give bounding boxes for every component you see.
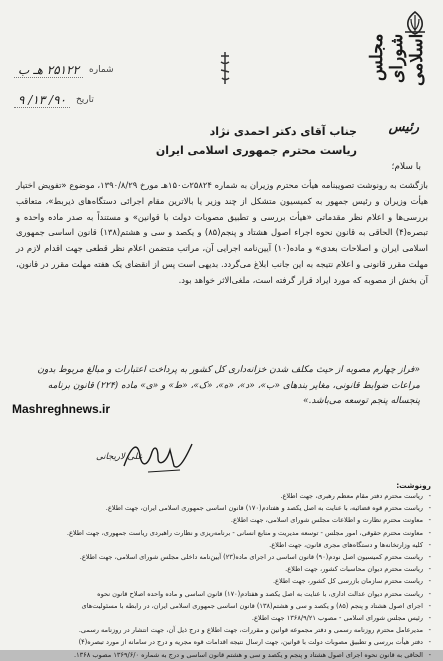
body-paragraph: بازگشت به رونوشت تصویبنامه هیأت محترم وزیران به شماره ۲۵۸۲۴ت۱۵۰هـ مورخ ۱۳۹۰/۸/۲۹، موضوع «تفویض اختیار هیأت وزیران و رئیس جمهور به کمیسیون متشکل از چند وزیر یا بالاترین مقام اجرائی دستگاه‌های ذیربط»، متعاقب بررسی‌ها و اعلام نظر مقدماتی «هیأت بررسی و تطبیق مصوبات دولت با قوانین» و مستنداً به صدر ماده واحده و تبصره(۴) الحاقی به قانون نحوه اجراء اصول هشتاد و پنجم(۸۵) و یکصد و سی و هشتم(۱۳۸) قانون اساسی جمهوری اسلامی ایران و اصلاحات بعدی» و ماده(۱۰) آیین‌نامه اجرایی آن، مراتب متضمن اعلام نظر قطعی جهت اقدام لازم در مهلت مقرر قانونی و اعلام نتیجه به این جانب ابلاغ می‌گردد. بدیهی است پس از انقضای یک هفته مهلت مقرر در قانون، آن بخش از مصوبه که مورد ایراد قرار گرفته است، ملغی‌الاثر خواهد بود. [16, 180, 429, 285]
copy-item: - اجرای اصول هشتاد و پنجم (۸۵) و یکصد و سی و هشتم(۱۳۸) قانون اساسی جمهوری اسلامی ایران، در رابطه با مسئولیت‌های [29, 600, 431, 612]
source-watermark: Mashreghnews.ir [12, 402, 111, 416]
date-row [14, 92, 94, 108]
copy-item: - دفتر هیأت بررسی و تطبیق مصوبات دولت با قوانین، جهت ارسال نتیجه اقدامات قوه مجریه و درج در سامانه از مورد تبصره(۴) [29, 636, 431, 648]
recipient-name: جناب آقای دکتر احمدی نژاد [209, 125, 357, 138]
copy-item: - ریاست محترم دفتر مقام معظم رهبری، جهت اطلاع. [29, 490, 431, 502]
copy-item: - معاونت محترم حقوقی، امور مجلس - توسعه مدیریت و منابع انسانی - برنامه‌ریزی و نظارت راهبردی ریاست جمهوری، جهت اطلاع. [29, 527, 431, 539]
stamp-icon [218, 50, 232, 86]
copy-item: - معاونت محترم نظارت و اطلاعات مجلس شورای اسلامی، جهت اطلاع. [29, 514, 431, 526]
copy-item: - مدیرعامل محترم روزنامه رسمی و دفتر مجموعه قوانین و مقررات، جهت اطلاع و درج ذیل آن، جهت انتشار در روزنامه رسمی. [29, 624, 431, 636]
date-label: تاریخ [75, 95, 94, 105]
copy-item: - کلیه وزارتخانه‌ها و دستگاه‌های مجری قانون، جهت اطلاع. [29, 539, 431, 551]
copy-item: - ریاست محترم کمیسیون اصل نودم(۹۰) قانون اساسی در اجرای ماده(۲۳) آیین‌نامه داخلی مجلس شورای اسلامی، جهت اطلاع. [29, 551, 431, 563]
copy-item: - ریاست محترم قوه قضائیه، با عنایت به اصل یکصد و هفتادم(۱۷۰) قانون اساسی جمهوری اسلامی ایران، جهت اطلاع. [29, 502, 431, 514]
copy-item: - ریاست محترم دیوان محاسبات کشور، جهت اطلاع. [29, 563, 431, 575]
date-value: ۹۰/ ۱۳/ ۹ [14, 93, 70, 108]
number-row [14, 62, 114, 78]
copies-heading: رونوشت: [396, 481, 431, 490]
copy-item: - رئیس مجلس شورای اسلامی - مصوب ۱۳۶۸/۹/۲۱ جهت اطلاع. [29, 612, 431, 624]
copy-item: - الحاقی به قانون نحوه اجرای اصول هشتاد و پنجم و یکصد و سی و هشتم قانون اساسی و درج به شماره ۱۳۶۹/۶/۰ مصوب ۱۳۶۸. [29, 649, 431, 661]
signatory-name: علی لاریجانی [96, 452, 143, 462]
handwritten-note: «فراز چهارم مصوبه از حیث مکلف شدن خزانه‌داری کل کشور به پرداخت اعتبارات و مبالغ مربوط بدون مراعات ضوابط قانونی، مغایر بندهای «ب»، «د»، «ه»، «ک»، «ط» و «ی» ماده (۲۲۴) قانون برنامه پنجساله پنجم توسعه می‌باشد.» [37, 365, 420, 406]
copy-item: - ریاست محترم سازمان بازرسی کل کشور، جهت اطلاع. [29, 575, 431, 587]
number-label: شماره [89, 65, 114, 75]
department-label: رئیس [388, 120, 419, 135]
number-value: ۲۵۱۲۲ هـ ب [14, 63, 83, 78]
copies-list [29, 490, 431, 661]
recipient-block [117, 122, 357, 160]
copy-item: - ریاست محترم دیوان عدالت اداری، با عنایت به اصل یکصد و هفتادم(۱۷۰) قانون اساسی و ماده واحده اصلاح قانون نحوه [29, 588, 431, 600]
emblem-icon [401, 10, 429, 36]
recipient-title: ریاست محترم جمهوری اسلامی ایران [155, 144, 357, 157]
parliament-logo: مجلس شورای اسلامی [367, 34, 427, 87]
salutation: با سلام؛ [391, 162, 421, 172]
